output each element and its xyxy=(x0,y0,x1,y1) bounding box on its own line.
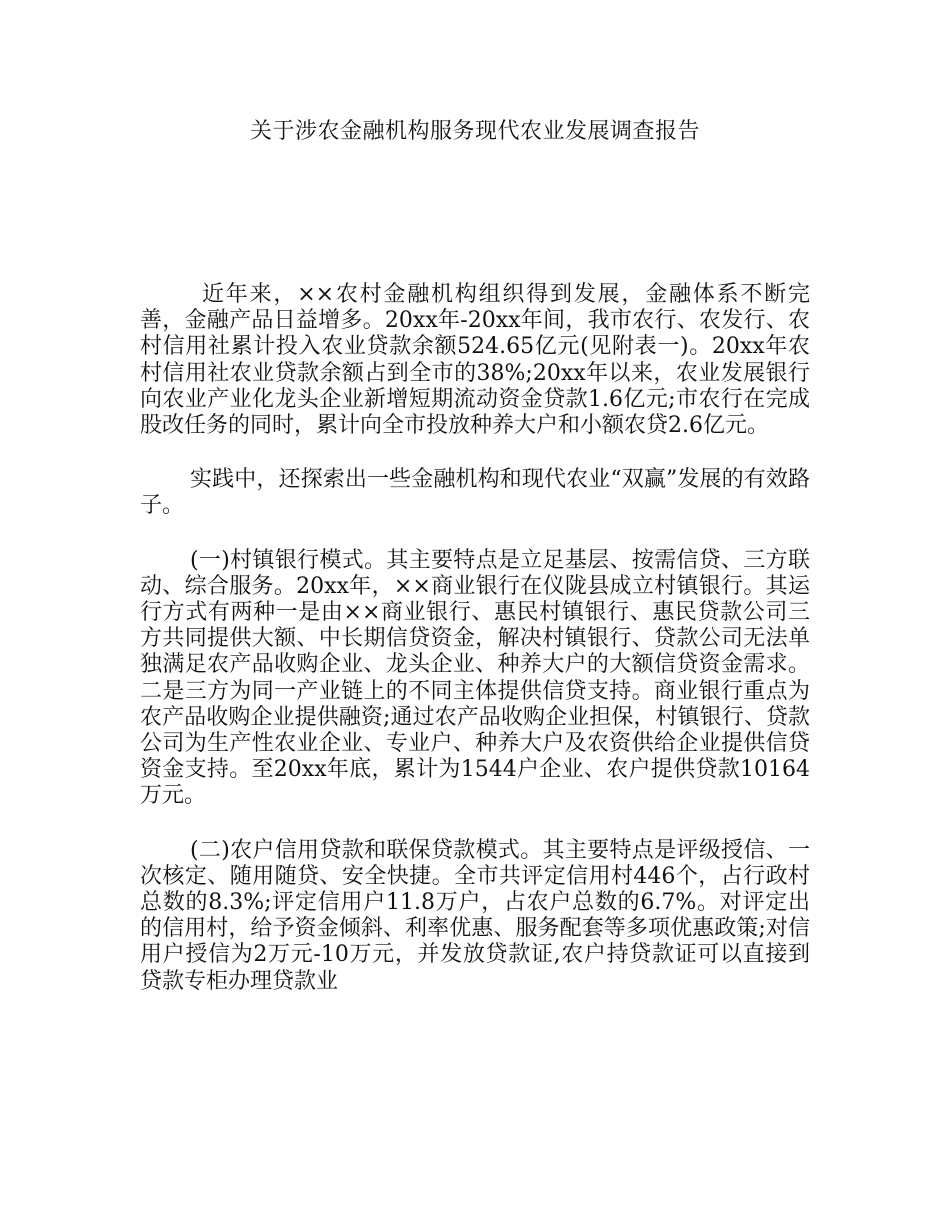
paragraph-practice-intro: 实践中，还探索出一些金融机构和现代农业“双赢”发展的有效路子。 xyxy=(140,467,810,519)
paragraph-village-bank-model: (一)村镇银行模式。其主要特点是立足基层、按需信贷、三方联动、综合服务。20xx年，××商业银行在仪陇县成立村镇银行。其运行方式有两种一是由××商业银行、惠民村镇银行、惠民贷款公司三方共同提供大额、中长期信贷资金，解决村镇银行、贷款公司无法单独满足农产品收购企业、龙头企业、种养大户的大额信贷资金需求。二是三方为同一产业链上的不同主体提供信贷支持。商业银行重点为农产品收购企业提供融资;通过农产品收购企业担保，村镇银行、贷款公司为生产性农业企业、专业户、种养大户及农资供给企业提供信贷资金支持。至20xx年底，累计为1544户企业、农户提供贷款10164万元。 xyxy=(140,547,810,809)
paragraph-overview: 近年来，××农村金融机构组织得到发展，金融体系不断完善，金融产品日益增多。20xx年-20xx年间，我市农行、农发行、农村信用社累计投入农业贷款余额524.65亿元(见附表一)。20xx年农村信用社农业贷款余额占到全市的38%;20xx年以来，农业发展银行向农业产业化龙头企业新增短期流动资金贷款1.6亿元;市农行在完成股改任务的同时，累计向全市投放种养大户和小额农贷2.6亿元。 xyxy=(140,282,810,439)
paragraph-credit-loan-model: (二)农户信用贷款和联保贷款模式。其主要特点是评级授信、一次核定、随用随贷、安全快捷。全市共评定信用村446个，占行政村总数的8.3%;评定信用户11.8万户，占农户总数的6.7%。对评定出的信用村，给予资金倾斜、利率优惠、服务配套等多项优惠政策;对信用户授信为2万元-10万元，并发放贷款证,农户持贷款证可以直接到贷款专柜办理贷款业 xyxy=(140,837,810,994)
document-title: 关于涉农金融机构服务现代农业发展调查报告 xyxy=(249,119,700,144)
document-body xyxy=(140,282,810,1023)
